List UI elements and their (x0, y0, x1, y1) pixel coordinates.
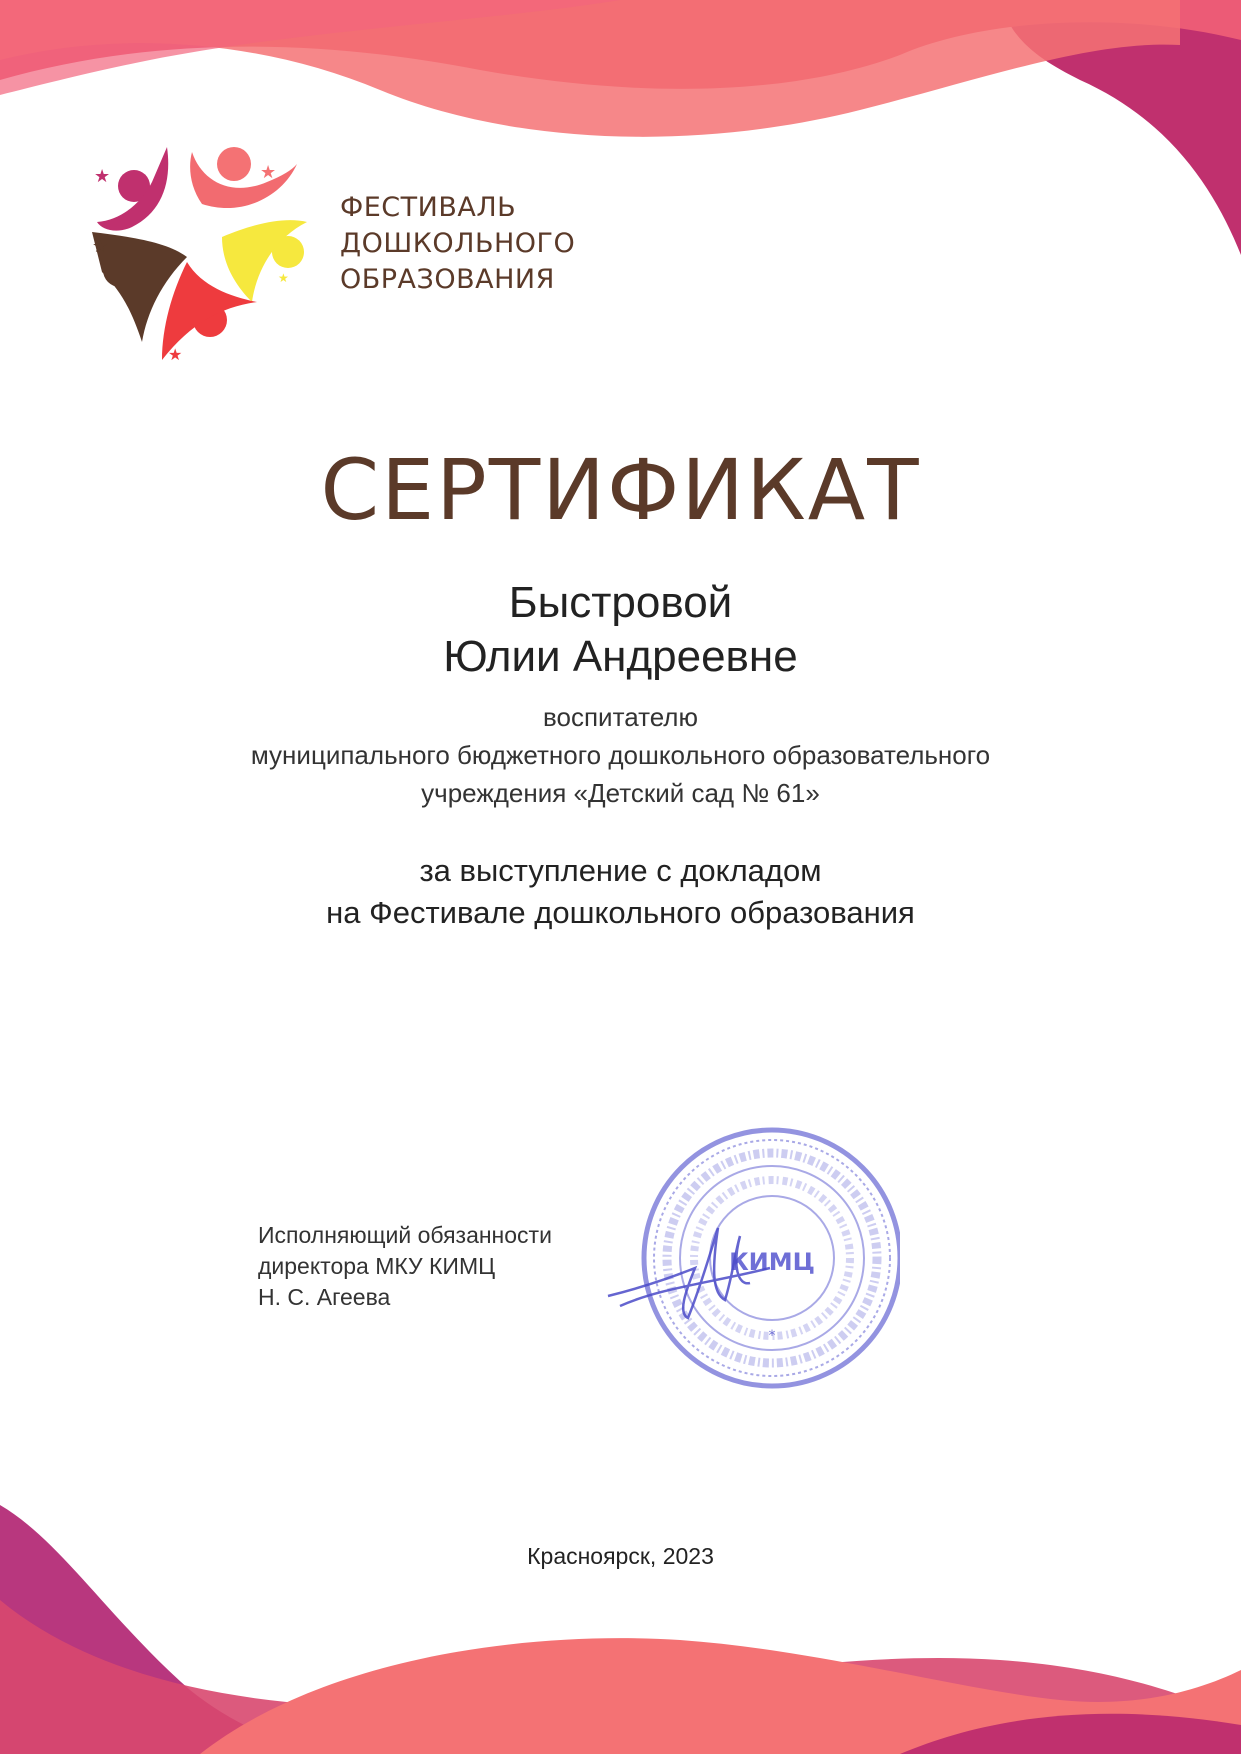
festival-logo-icon (92, 142, 312, 362)
svg-text:*: * (768, 1328, 776, 1344)
festival-name-line: ФЕСТИВАЛЬ (340, 192, 517, 223)
svg-text:★: ★ (94, 166, 111, 187)
official-stamp-icon (600, 1118, 900, 1408)
festival-name-line: ОБРАЗОВАНИЯ (340, 264, 555, 295)
stamp-center-text: КИМЦ (729, 1248, 815, 1276)
svg-text:★: ★ (260, 162, 277, 183)
svg-text:★: ★ (92, 236, 109, 257)
signer-title-line: Исполняющий обязанности (258, 1222, 552, 1248)
position-line: муниципального бюджетного дошкольного образовательного (250, 740, 991, 770)
signer-org-line: директора МКУ КИМЦ (258, 1253, 496, 1279)
city-year: Красноярск, 2023 (527, 1543, 714, 1569)
recipient-position (0, 698, 1241, 812)
position-line: учреждения «Детский сад № 61» (421, 778, 820, 808)
recipient-given-names: Юлии Андреевне (443, 632, 798, 681)
award-reason (0, 850, 1241, 934)
svg-text:★: ★ (278, 271, 289, 285)
certificate-title: СЕРТИФИКАТ (320, 441, 921, 539)
position-line: воспитателю (543, 702, 698, 732)
signer-block (258, 1220, 552, 1313)
reason-line: за выступление с докладом (419, 853, 822, 888)
festival-name (340, 190, 575, 298)
recipient-name (0, 576, 1241, 684)
festival-name-line: ДОШКОЛЬНОГО (340, 228, 576, 259)
recipient-surname: Быстровой (508, 578, 733, 627)
reason-line: на Фестивале дошкольного образования (326, 895, 915, 930)
signer-name-line: Н. С. Агеева (258, 1284, 391, 1310)
svg-text:★: ★ (168, 345, 183, 362)
